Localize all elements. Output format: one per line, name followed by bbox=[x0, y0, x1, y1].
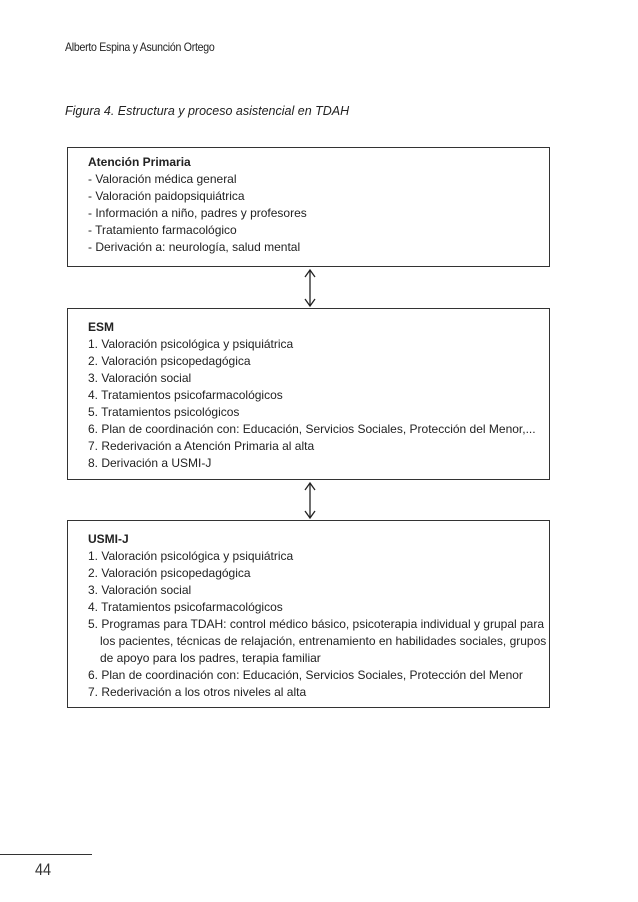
list-item-continuation: los pacientes, técnicas de relajación, entrenamiento en habilidades sociales, grupos bbox=[100, 634, 547, 648]
list-item: 7. Rederivación a Atención Primaria al alta bbox=[88, 439, 315, 453]
list-item: 1. Valoración psicológica y psiquiátrica bbox=[88, 337, 294, 351]
list-item: 7. Rederivación a los otros niveles al alta bbox=[88, 685, 307, 699]
list-item: 3. Valoración social bbox=[88, 371, 192, 385]
list-item: 3. Valoración social bbox=[88, 583, 192, 597]
footer-rule bbox=[0, 854, 92, 855]
list-item-continuation: de apoyo para los padres, terapia familiar bbox=[100, 651, 321, 665]
list-item: 5. Programas para TDAH: control médico básico, psicoterapia individual y grupal para bbox=[88, 617, 545, 631]
page-number: 44 bbox=[35, 860, 52, 879]
double-arrow-icon bbox=[302, 481, 318, 520]
list-item: 6. Plan de coordinación con: Educación, Servicios Sociales, Protección del Menor bbox=[88, 668, 523, 682]
list-item: 4. Tratamientos psicofarmacológicos bbox=[88, 600, 283, 614]
list-item: 2. Valoración psicopedagógica bbox=[88, 566, 251, 580]
box-atencion-primaria bbox=[67, 147, 550, 267]
list-item: - Valoración paidopsiquiátrica bbox=[88, 189, 245, 203]
box-esm bbox=[67, 308, 550, 480]
list-item: 4. Tratamientos psicofarmacológicos bbox=[88, 388, 283, 402]
list-item: 1. Valoración psicológica y psiquiátrica bbox=[88, 549, 294, 563]
box-title: USMI-J bbox=[88, 532, 129, 546]
list-item: - Derivación a: neurología, salud mental bbox=[88, 240, 301, 254]
list-item: - Información a niño, padres y profesores bbox=[88, 206, 307, 220]
running-head: Alberto Espina y Asunción Ortego bbox=[65, 40, 215, 54]
list-item: - Valoración médica general bbox=[88, 172, 237, 186]
list-item: 2. Valoración psicopedagógica bbox=[88, 354, 251, 368]
list-item: - Tratamiento farmacológico bbox=[88, 223, 237, 237]
list-item: 8. Derivación a USMI-J bbox=[88, 456, 212, 470]
box-title: ESM bbox=[88, 320, 115, 334]
box-usmi-j bbox=[67, 520, 550, 708]
figure-caption: Figura 4. Estructura y proceso asistencial en TDAH bbox=[65, 104, 350, 118]
box-title: Atención Primaria bbox=[88, 155, 191, 169]
list-item: 5. Tratamientos psicológicos bbox=[88, 405, 240, 419]
list-item: 6. Plan de coordinación con: Educación, Servicios Sociales, Protección del Menor,... bbox=[88, 422, 536, 436]
double-arrow-icon bbox=[302, 268, 318, 308]
